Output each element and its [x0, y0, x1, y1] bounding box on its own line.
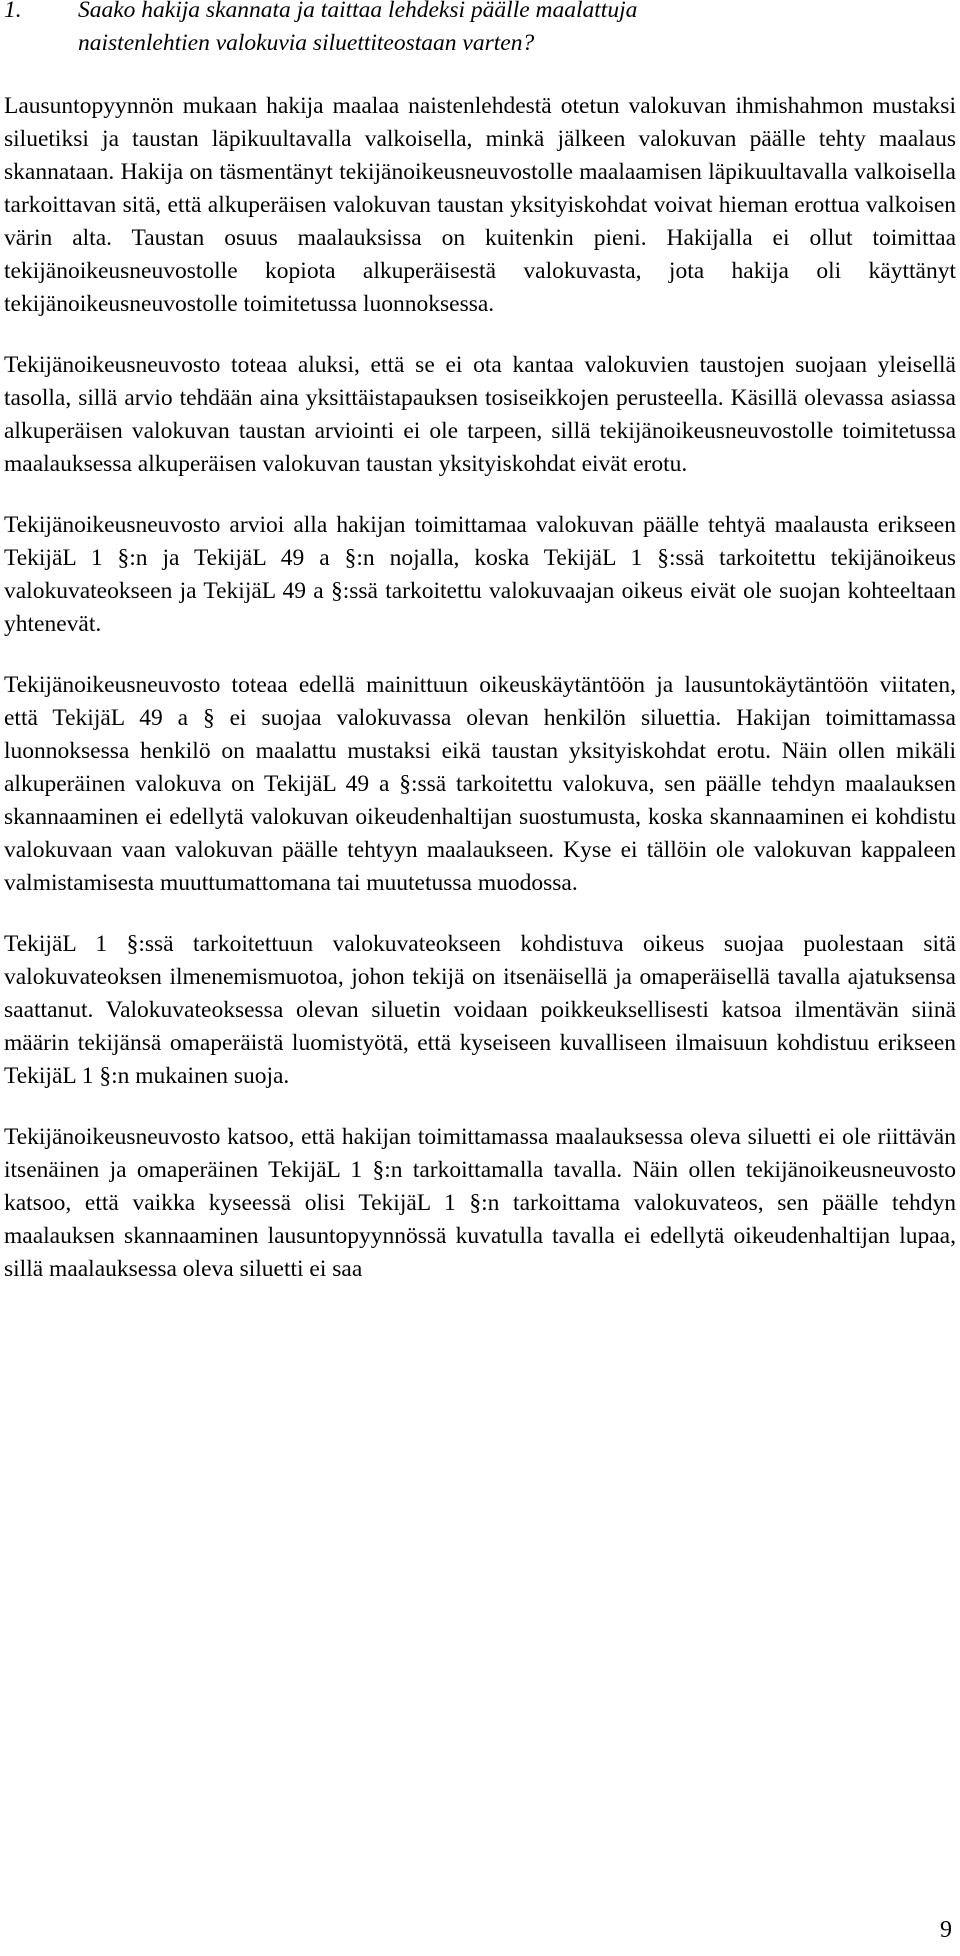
section-heading-line-2: naistenlehtien valokuvia siluettiteostaan varten?	[78, 30, 535, 56]
page-number: 9	[940, 1917, 952, 1943]
paragraph-5: TekijäL 1 §:ssä tarkoitettuun valokuvateokseen kohdistuva oikeus suojaa puolestaan sitä valokuvateoksen ilmenemismuotoa, johon tekijä on itsenäisellä ja omaperäisellä tavalla ajatuksensa saattanut. Valokuvateoksessa olevan siluetin voidaan poikkeuksellisesti katsoa ilmentävän siinä määrin tekijänsä omaperäistä luomistyötä, että kyseiseen kuvalliseen ilmaisuun kohdistuu erikseen TekijäL 1 §:n mukainen suoja.	[4, 931, 956, 1089]
paragraph-1: Lausuntopyynnön mukaan hakija maalaa naistenlehdestä otetun valokuvan ihmishahmon mustaksi siluetiksi ja taustan läpikuultavalla valkoisella, minkä jälkeen valokuvan päälle tehty maalaus skannataan. Hakija on täsmentänyt tekijänoikeusneuvostolle maalaamisen läpikuultavalla valkoisella tarkoittavan sitä, että alkuperäisen valokuvan taustan yksityiskohdat voivat hieman erottua valkoisen värin alta. Taustan osuus maalauksissa on kuitenkin pieni. Hakijalla ei ollut toimittaa tekijänoikeusneuvostolle kopiota alkuperäisestä valokuvasta, jota hakija oli käyttänyt tekijänoikeusneuvostolle toimitetussa luonnoksessa.	[4, 93, 956, 317]
paragraph-6: Tekijänoikeusneuvosto katsoo, että hakijan toimittamassa maalauksessa oleva siluetti ei ole riittävän itsenäinen ja omaperäinen TekijäL 1 §:n tarkoittamalla tavalla. Näin ollen tekijänoikeusneuvosto katsoo, että vaikka kyseessä olisi TekijäL 1 §:n tarkoittama valokuvateos, sen päälle tehdyn maalauksen skannaaminen lausuntopyynnössä kuvatulla tavalla ei edellytä oikeudenhaltijan lupaa, sillä maalauksessa oleva siluetti ei saa	[4, 1124, 956, 1282]
paragraph-4: Tekijänoikeusneuvosto toteaa edellä mainittuun oikeuskäytäntöön ja lausuntokäytäntöön viitaten, että TekijäL 49 a § ei suojaa valokuvassa olevan henkilön siluettia. Hakijan toimittamassa luonnoksessa henkilö on maalattu mustaksi eikä taustan yksityiskohdat erotu. Näin ollen mikäli alkuperäinen valokuva on TekijäL 49 a §:ssä tarkoitettu valokuva, sen päälle tehdyn maalauksen skannaaminen ei edellytä valokuvan oikeudenhaltijan suostumusta, koska skannaaminen ei kohdistu valokuvaan vaan valokuvan päälle tehtyyn maalaukseen. Kyse ei tällöin ole valokuvan kappaleen valmistamisesta muuttumattomana tai muutetussa muodossa.	[4, 672, 956, 896]
body-text	[4, 90, 956, 1286]
section-heading-line-1: Saako hakija skannata ja taittaa lehdeksi päälle maalattuja	[78, 0, 638, 23]
section-heading	[4, 0, 944, 60]
section-number: 1.	[4, 0, 22, 23]
paragraph-3: Tekijänoikeusneuvosto arvioi alla hakijan toimittamaa valokuvan päälle tehtyä maalausta erikseen TekijäL 1 §:n ja TekijäL 49 a §:n nojalla, koska TekijäL 1 §:ssä tarkoitettu tekijänoikeus valokuvateokseen ja TekijäL 49 a §:ssä tarkoitettu valokuvaajan oikeus eivät ole suojan kohteeltaan yhtenevät.	[4, 512, 956, 637]
paragraph-2: Tekijänoikeusneuvosto toteaa aluksi, että se ei ota kantaa valokuvien taustojen suojaan yleisellä tasolla, sillä arvio tehdään aina yksittäistapauksen tosiseikkojen perusteella. Käsillä olevassa asiassa alkuperäisen valokuvan taustan arviointi ei ole tarpeen, sillä tekijänoikeusneuvostolle toimitetussa maalauksessa alkuperäisen valokuvan taustan yksityiskohdat eivät erotu.	[4, 352, 956, 477]
